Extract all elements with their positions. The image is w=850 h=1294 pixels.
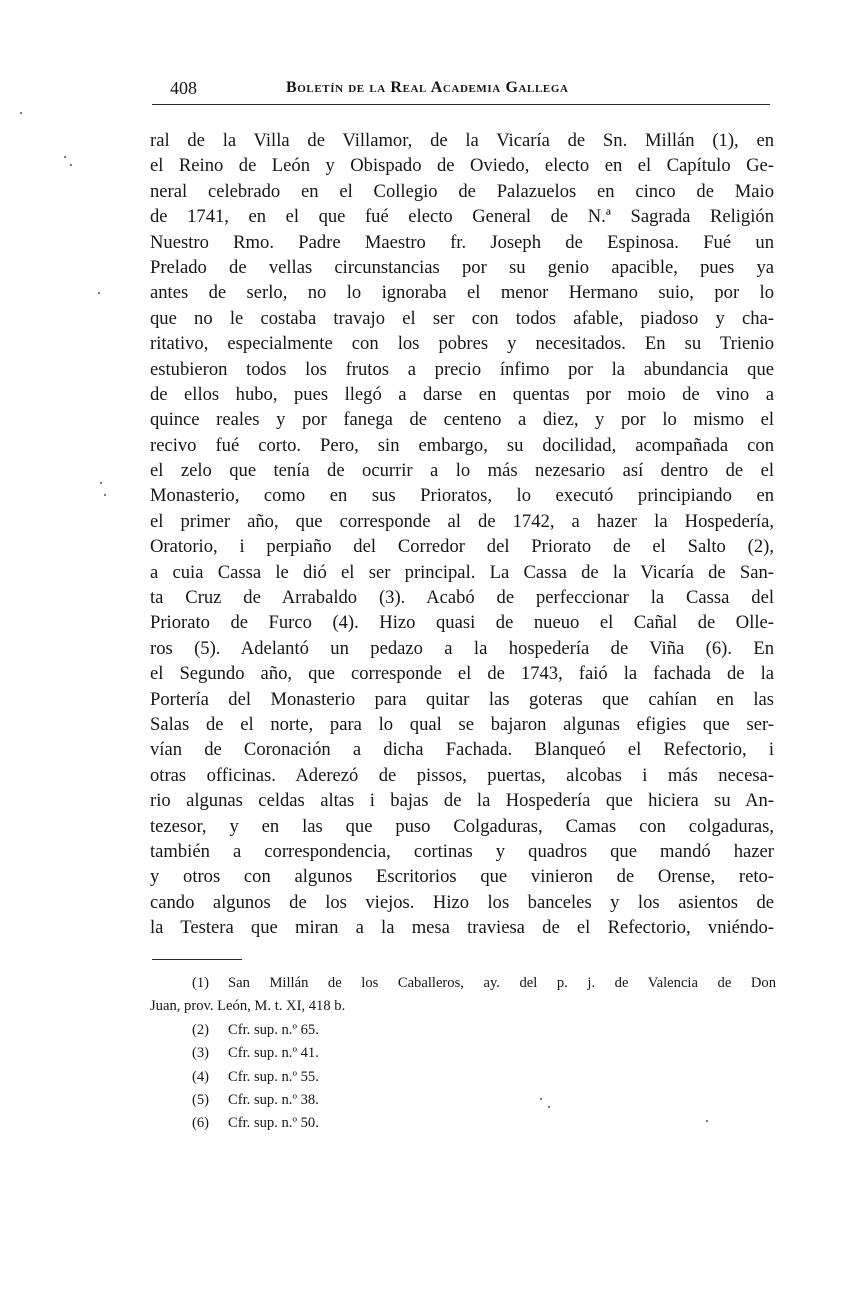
text-line: cando algunos de los viejos. Hizo los banceles y los asientos de — [150, 891, 774, 913]
footnote-marker: (3) — [192, 1045, 210, 1062]
text-line: de ellos hubo, pues llegó a darse en quentas por moio de vino a — [150, 383, 774, 405]
footnote-marker: (4) — [192, 1068, 210, 1085]
text-line: Nuestro Rmo. Padre Maestro fr. Joseph de Espinosa. Fué un — [150, 231, 774, 253]
footnote-1 — [150, 972, 776, 995]
scan-speck — [64, 156, 66, 158]
text-line: vían de Coronación a dicha Fachada. Blanqueó el Refectorio, i — [150, 739, 774, 761]
footnote-1-continuation: Juan, prov. León, M. t. XI, 418 b. — [150, 998, 346, 1015]
footnote-text: Cfr. sup. n.º 50. — [228, 1115, 319, 1132]
footnote-text: Cfr. sup. n.º 55. — [228, 1068, 319, 1085]
footnote-text: San Millán de los Caballeros, ay. del p. j. de Valencia de Don — [228, 975, 776, 991]
journal-title: Boletín de la Real Academia Gallega — [286, 79, 569, 96]
text-line: que no le costaba travajo el ser con todos afable, piadoso y cha- — [150, 307, 774, 329]
text-line: recivo fué corto. Pero, sin embargo, su docilidad, acompañada con — [150, 434, 774, 456]
footnote-rule — [152, 959, 242, 960]
text-line: antes de serlo, no lo ignoraba el menor Hermano suio, por lo — [150, 282, 774, 304]
scan-speck — [104, 494, 106, 496]
footnote-4 — [150, 1066, 776, 1089]
text-line: ros (5). Adelantó un pedazo a la hospedería de Viña (6). En — [150, 637, 774, 659]
scan-speck — [98, 292, 100, 294]
footnote-marker: (1) — [192, 975, 210, 991]
text-line: y otros con algunos Escritorios que vinieron de Orense, reto- — [150, 866, 774, 888]
footnote-marker: (5) — [192, 1091, 210, 1108]
footnote-text: Cfr. sup. n.º 65. — [228, 1021, 319, 1038]
footnote-2 — [150, 1019, 776, 1042]
scan-speck — [70, 164, 72, 166]
footnotes — [150, 972, 776, 1136]
footnote-5 — [150, 1089, 776, 1112]
scan-speck — [20, 112, 22, 114]
scan-speck — [548, 1106, 550, 1108]
text-line: Portería del Monasterio para quitar las goteras que cahían en las — [150, 688, 774, 710]
text-line: a cuia Cassa le dió el ser principal. La Cassa de la Vicaría de San- — [150, 561, 774, 583]
text-line: Prelado de vellas circunstancias por su genio apacible, pues ya — [150, 256, 774, 278]
footnote-3 — [150, 1042, 776, 1065]
text-line: estubieron todos los frutos a precio ínfimo por la abundancia que — [150, 358, 774, 380]
footnote-text: Cfr. sup. n.º 38. — [228, 1091, 319, 1108]
text-line: ta Cruz de Arrabaldo (3). Acabó de perfeccionar la Cassa del — [150, 587, 774, 609]
text-line: ral de la Villa de Villamor, de la Vicaría de Sn. Millán (1), en — [150, 130, 774, 151]
text-line: neral celebrado en el Collegio de Palazuelos en cinco de Maio — [150, 180, 774, 202]
text-line: el Reino de León y Obispado de Oviedo, electo en el Capítulo Ge- — [150, 155, 774, 177]
text-line: quince reales y por fanega de centeno a diez, y por lo mismo el — [150, 409, 774, 431]
text-line: Oratorio, i perpiaño del Corredor del Priorato de el Salto (2), — [150, 536, 774, 558]
footnote-marker: (6) — [192, 1115, 210, 1132]
text-line: el zelo que tenía de ocurrir a lo más nezesario así dentro de el — [150, 460, 774, 482]
text-line: el primer año, que corresponde al de 1742, a hazer la Hospedería, — [150, 510, 774, 532]
page-number: 408 — [170, 78, 197, 98]
text-line: de 1741, en el que fué electo General de N.ª Sagrada Religión — [150, 206, 774, 228]
text-line: Priorato de Furco (4). Hizo quasi de nueuo el Cañal de Olle- — [150, 612, 774, 634]
body-text — [150, 128, 774, 941]
text-line: otras officinas. Aderezó de pissos, puertas, alcobas i más necesa- — [150, 764, 774, 786]
text-line: la Testera que miran a la mesa traviesa de el Refectorio, vniéndo- — [150, 917, 774, 939]
header-rule — [152, 104, 770, 105]
scan-speck — [540, 1098, 542, 1100]
text-line: Salas de el norte, para lo qual se bajaron algunas efigies que ser- — [150, 713, 774, 735]
footnote-6 — [150, 1112, 776, 1135]
footnote-text: Cfr. sup. n.º 41. — [228, 1045, 319, 1062]
scan-speck — [100, 482, 102, 484]
scan-speck — [706, 1120, 708, 1122]
text-line: Monasterio, como en sus Prioratos, lo executó principiando en — [150, 485, 774, 507]
footnote-marker: (2) — [192, 1021, 210, 1038]
text-line: tezesor, y en las que puso Colgaduras, Camas con colgaduras, — [150, 815, 774, 837]
text-line: ritativo, especialmente con los pobres y necesitados. En su Trienio — [150, 333, 774, 355]
text-line: también a correspondencia, cortinas y quadros que mandó hazer — [150, 840, 774, 862]
text-line: el Segundo año, que corresponde el de 1743, faió la fachada de la — [150, 663, 774, 685]
running-head — [152, 76, 770, 100]
text-line: rio algunas celdas altas i bajas de la Hospedería que hiciera su An- — [150, 790, 774, 812]
